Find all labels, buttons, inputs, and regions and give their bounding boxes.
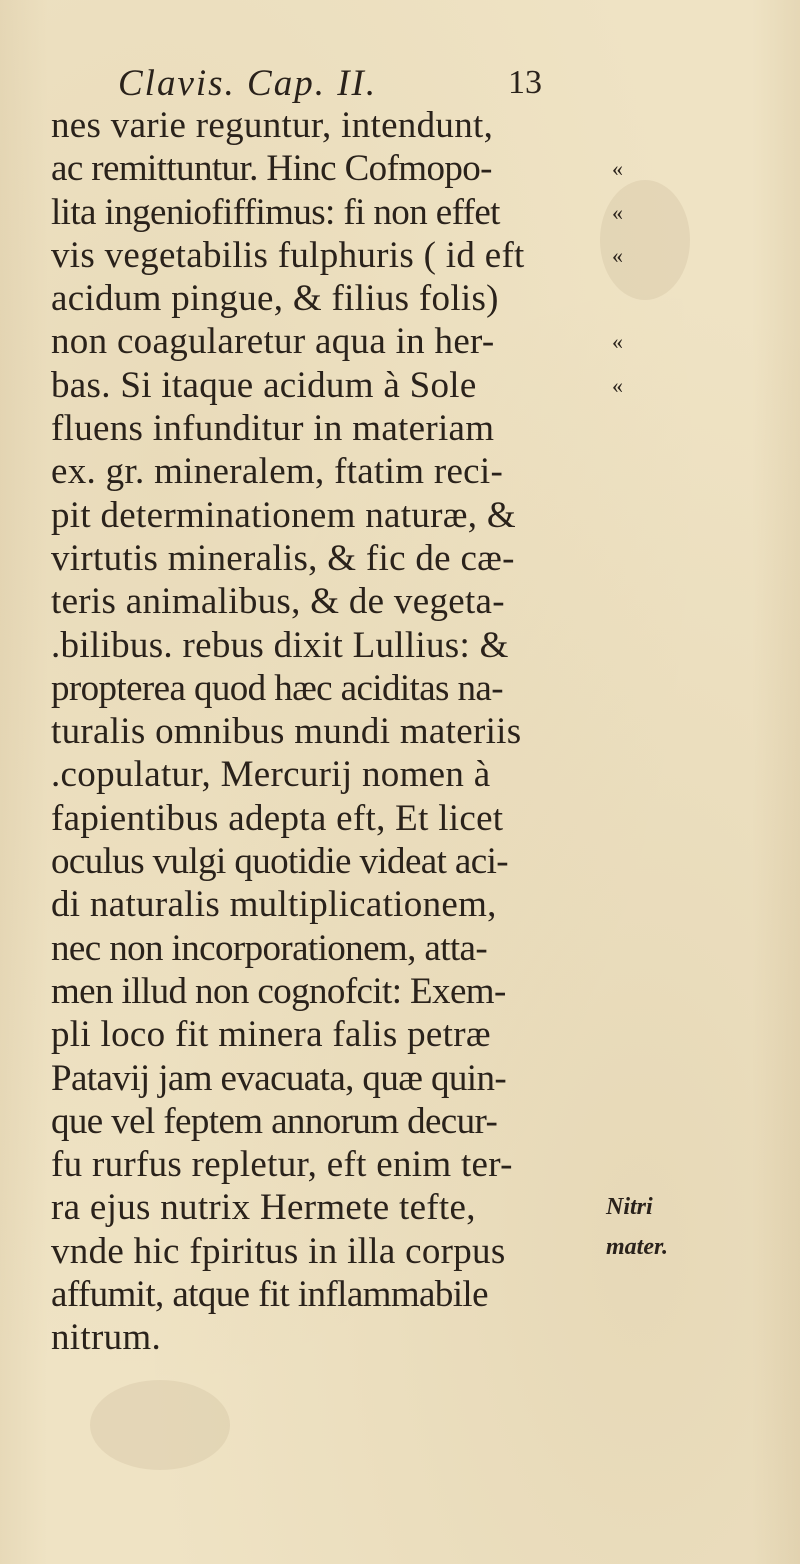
text-line: propterea quod hæc aciditas na- bbox=[51, 667, 503, 709]
text-line: ra ejus nutrix Hermete tefte, bbox=[51, 1187, 476, 1229]
text-line: ac remittuntur. Hinc Cofmopo- bbox=[51, 148, 492, 190]
text-line: turalis omnibus mundi materiis bbox=[51, 711, 522, 753]
text-line: affumit, atque fit inflammabile bbox=[51, 1274, 488, 1316]
quote-mark bbox=[612, 104, 652, 147]
quote-mark: « bbox=[612, 199, 623, 225]
marginal-quote-marks bbox=[612, 104, 652, 407]
margin-note-line: Nitri bbox=[606, 1194, 653, 1220]
margin-note-line: mater. bbox=[606, 1234, 669, 1260]
quote-mark: « bbox=[612, 156, 623, 182]
page-number: 13 bbox=[508, 64, 542, 101]
text-line: teris animalibus, & de vegeta- bbox=[51, 581, 505, 623]
text-line: ex. gr. mineralem, ftatim reci- bbox=[51, 451, 504, 493]
text-line: pit determinationem naturæ, & bbox=[51, 494, 516, 536]
text-line: di naturalis multiplicationem, bbox=[51, 884, 497, 926]
quote-mark: « bbox=[612, 329, 623, 355]
text-line: oculus vulgi quotidie videat aci- bbox=[51, 841, 508, 883]
paper-stain bbox=[90, 1380, 230, 1470]
text-line: acidum pingue, & filius folis) bbox=[51, 278, 499, 320]
text-line: bas. Si itaque acidum à Sole bbox=[51, 364, 477, 406]
text-line: fu rurfus repletur, eft enim ter- bbox=[51, 1144, 513, 1186]
running-head: Clavis. Cap. II. bbox=[118, 63, 378, 104]
quote-mark: « bbox=[612, 372, 623, 398]
quote-mark bbox=[612, 277, 652, 320]
text-line: fluens infunditur in materiam bbox=[51, 408, 495, 450]
body-text bbox=[51, 104, 611, 1360]
text-line: fapientibus adepta eft, Et licet bbox=[51, 797, 504, 839]
text-line: vis vegetabilis fulphuris ( id eft bbox=[51, 234, 525, 276]
text-line: nec non incorporationem, atta- bbox=[51, 927, 488, 969]
text-line: que vel feptem annorum decur- bbox=[51, 1100, 498, 1142]
text-line: men illud non cognofcit: Exem- bbox=[51, 970, 506, 1012]
text-line: virtutis mineralis, & fic de cæ- bbox=[51, 537, 515, 579]
quote-mark: « bbox=[612, 242, 623, 268]
text-line: nes varie reguntur, intendunt, bbox=[51, 105, 494, 146]
text-line: non coagularetur aqua in her- bbox=[51, 321, 495, 363]
text-line: lita ingeniofiffimus: fi non effet bbox=[51, 191, 500, 233]
text-line: vnde hic fpiritus in illa corpus bbox=[51, 1230, 506, 1272]
margin-note bbox=[606, 1187, 668, 1267]
text-line: .copulatur, Mercurij nomen à bbox=[51, 754, 491, 796]
text-line: .bilibus. rebus dixit Lullius: & bbox=[51, 624, 509, 666]
text-line: Patavij jam evacuata, quæ quin- bbox=[51, 1057, 507, 1099]
text-line: pli loco fit minera falis petræ bbox=[51, 1014, 491, 1056]
text-line: nitrum. bbox=[51, 1317, 162, 1359]
